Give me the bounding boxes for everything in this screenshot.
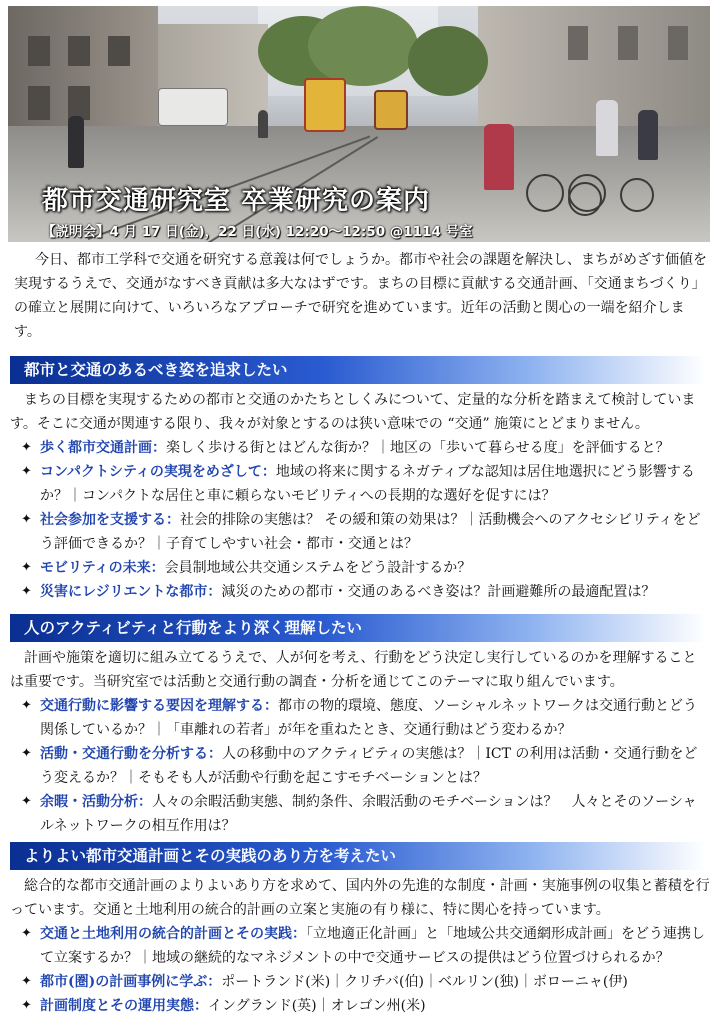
photo-tram: [304, 78, 346, 132]
photo-window: [618, 26, 638, 60]
photo-bicycle-wheel: [620, 178, 654, 212]
photo-window: [28, 36, 50, 66]
photo-window: [668, 26, 688, 60]
list-item: [10, 994, 710, 1018]
photo-van: [158, 88, 228, 126]
list-item: [10, 460, 710, 508]
photo-tree: [408, 26, 488, 96]
section-lead: まちの目標を実現するための都市と交通のかたちとしくみについて、定量的な分析を踏まえて検討しています。そこに交通が関連する限り、我々が対象とするのは狭い意味での “交通” 施策にとどまりません。: [10, 392, 696, 432]
topic-list: [10, 694, 710, 838]
diamond-bullet-icon: ✦: [21, 998, 32, 1013]
photo-tree: [308, 6, 418, 86]
topic-text: 地域の将来に関するネガティブな認知は居住地選択にどう影響するか？｜コンパクトな居住と車に頼らないモビリティへの長期的な選好を促すには？: [40, 464, 695, 504]
diamond-bullet-icon: ✦: [21, 698, 32, 713]
section-header-activity-behavior: [10, 614, 706, 642]
topic-key: 交通と土地利用の統合的計画とその実践：: [40, 926, 306, 942]
topic-key: 社会参加を支援する：: [40, 512, 180, 528]
topic-text: ポートランド(米)｜クリチバ(伯)｜ベルリン(独)｜ボローニャ(伊): [221, 974, 628, 990]
hero-photo: [8, 6, 710, 242]
photo-pedestrian: [484, 124, 514, 190]
photo-pedestrian: [68, 116, 84, 168]
topic-text: 会員制地域公共交通システムをどう設計するか？: [164, 560, 472, 576]
topic-text: 人の移動中のアクティビティの実態は？｜ICT の利用は活動・交通行動をどう変えるか？｜そもそも人が活動や行動を起こすモチベーションとは？: [40, 746, 698, 786]
section-heading: 人のアクティビティと行動をより深く理解したい: [24, 619, 363, 637]
photo-window: [68, 86, 90, 120]
topic-text: 都市の物的環境、態度、ソーシャルネットワークは交通行動とどう関係しているか？｜「車離れの若者」が年を重ねたとき、交通行動はどう変わるか？: [40, 698, 698, 738]
briefing-session-info: 【説明会】4 月 17 日(金)，22 日(水) 12:20～12:50 @1114 号室: [42, 224, 473, 240]
list-item: [10, 508, 710, 556]
section-heading: よりよい都市交通計画とその実践のあり方を考えたい: [24, 847, 397, 865]
topic-text: 人々の余暇活動実態、制約条件、余暇活動のモチベーションは？ 人々とそのソーシャルネットワークの相互作用は？: [40, 794, 697, 834]
list-item: [10, 742, 710, 790]
diamond-bullet-icon: ✦: [21, 926, 32, 941]
photo-bicycle-wheel: [568, 182, 602, 216]
photo-pedestrian: [596, 100, 618, 156]
diamond-bullet-icon: ✦: [21, 794, 32, 809]
list-item: [10, 694, 710, 742]
topic-text: 減災のための都市・交通のあるべき姿は？計画避難所の最適配置は？: [221, 584, 656, 600]
photo-pedestrian: [638, 110, 658, 160]
diamond-bullet-icon: ✦: [21, 440, 32, 455]
topic-key: 交通行動に影響する要因を理解する：: [40, 698, 278, 714]
topic-key: 歩く都市交通計画：: [40, 440, 166, 456]
topic-key: 活動・交通行動を分析する：: [40, 746, 222, 762]
list-item: [10, 580, 710, 604]
section-lead: 総合的な都市交通計画のよりよいあり方を求めて、国内外の先進的な制度・計画・実施事例の収集と蓄積を行っています。交通と土地利用の統合的計画の立案と実施の有り様に、特に関心を持っています。: [10, 878, 710, 918]
section-body-activity-behavior: [10, 646, 710, 838]
photo-bicycle-wheel: [526, 174, 564, 212]
section-header-urban-transport: [10, 356, 706, 384]
section-heading: 都市と交通のあるべき姿を追求したい: [24, 361, 288, 379]
topic-key: モビリティの未来：: [40, 560, 165, 576]
topic-key: 都市(圏)の計画事例に学ぶ：: [40, 974, 222, 990]
photo-window: [68, 36, 90, 66]
topic-list: [10, 922, 710, 1018]
photo-pedestrian: [258, 110, 268, 138]
topic-text: 「立地適正化計画」と「地域公共交通網形成計画」をどう連携して立案するか？｜地域の継続的なマネジメントの中で交通サービスの提供はどう位置づけられるか？: [40, 926, 705, 966]
photo-window: [568, 26, 588, 60]
list-item: [10, 556, 710, 580]
list-item: [10, 922, 710, 970]
photo-tram: [374, 90, 408, 130]
section-body-urban-transport: [10, 388, 710, 604]
diamond-bullet-icon: ✦: [21, 584, 32, 599]
diamond-bullet-icon: ✦: [21, 512, 32, 527]
diamond-bullet-icon: ✦: [21, 974, 32, 989]
topic-key: コンパクトシティの実現をめざして：: [40, 464, 276, 480]
section-lead: 計画や施策を適切に組み立てるうえで、人が何を考え、行動をどう決定し実行しているのかを理解することは重要です。当研究室では活動と交通行動の調査・分析を通じてこのテーマに取り組んでいます。: [10, 650, 697, 690]
topic-text: 楽しく歩ける街とはどんな街か？｜地区の「歩いて暮らせる度」を評価すると？: [166, 440, 670, 456]
topic-text: イングランド(英)｜オレゴン州(米): [208, 998, 426, 1014]
topic-key: 災害にレジリエントな都市：: [40, 584, 222, 600]
list-item: [10, 436, 710, 460]
topic-key: 計画制度とその運用実態：: [40, 998, 208, 1014]
diamond-bullet-icon: ✦: [21, 746, 32, 761]
topic-key: 余暇・活動分析：: [40, 794, 152, 810]
intro-paragraph: 今日、都市工学科で交通を研究する意義は何でしょうか。都市や社会の課題を解決し、まちがめざす価値を実現するうえで、交通がなすべき貢献は多大なはずです。まちの目標に貢献する交通計画、「交通まちづくり」の確立と展開に向けて、いろいろなアプローチで研究を進めています。近年の活動と関心の一端を紹介します。: [14, 252, 707, 340]
topic-list: [10, 436, 710, 604]
diamond-bullet-icon: ✦: [21, 560, 32, 575]
section-header-transport-planning: [10, 842, 706, 870]
list-item: [10, 790, 710, 838]
diamond-bullet-icon: ✦: [21, 464, 32, 479]
topic-text: 社会的排除の実態は？ その緩和策の効果は？｜活動機会へのアクセシビリティをどう評価できるか？｜子育てしやすい社会・都市・交通とは？: [40, 512, 701, 552]
page-title: 都市交通研究室 卒業研究の案内: [42, 186, 431, 216]
list-item: [10, 970, 710, 994]
photo-window: [108, 36, 130, 66]
photo-window: [28, 86, 50, 120]
section-body-transport-planning: [10, 874, 710, 1018]
